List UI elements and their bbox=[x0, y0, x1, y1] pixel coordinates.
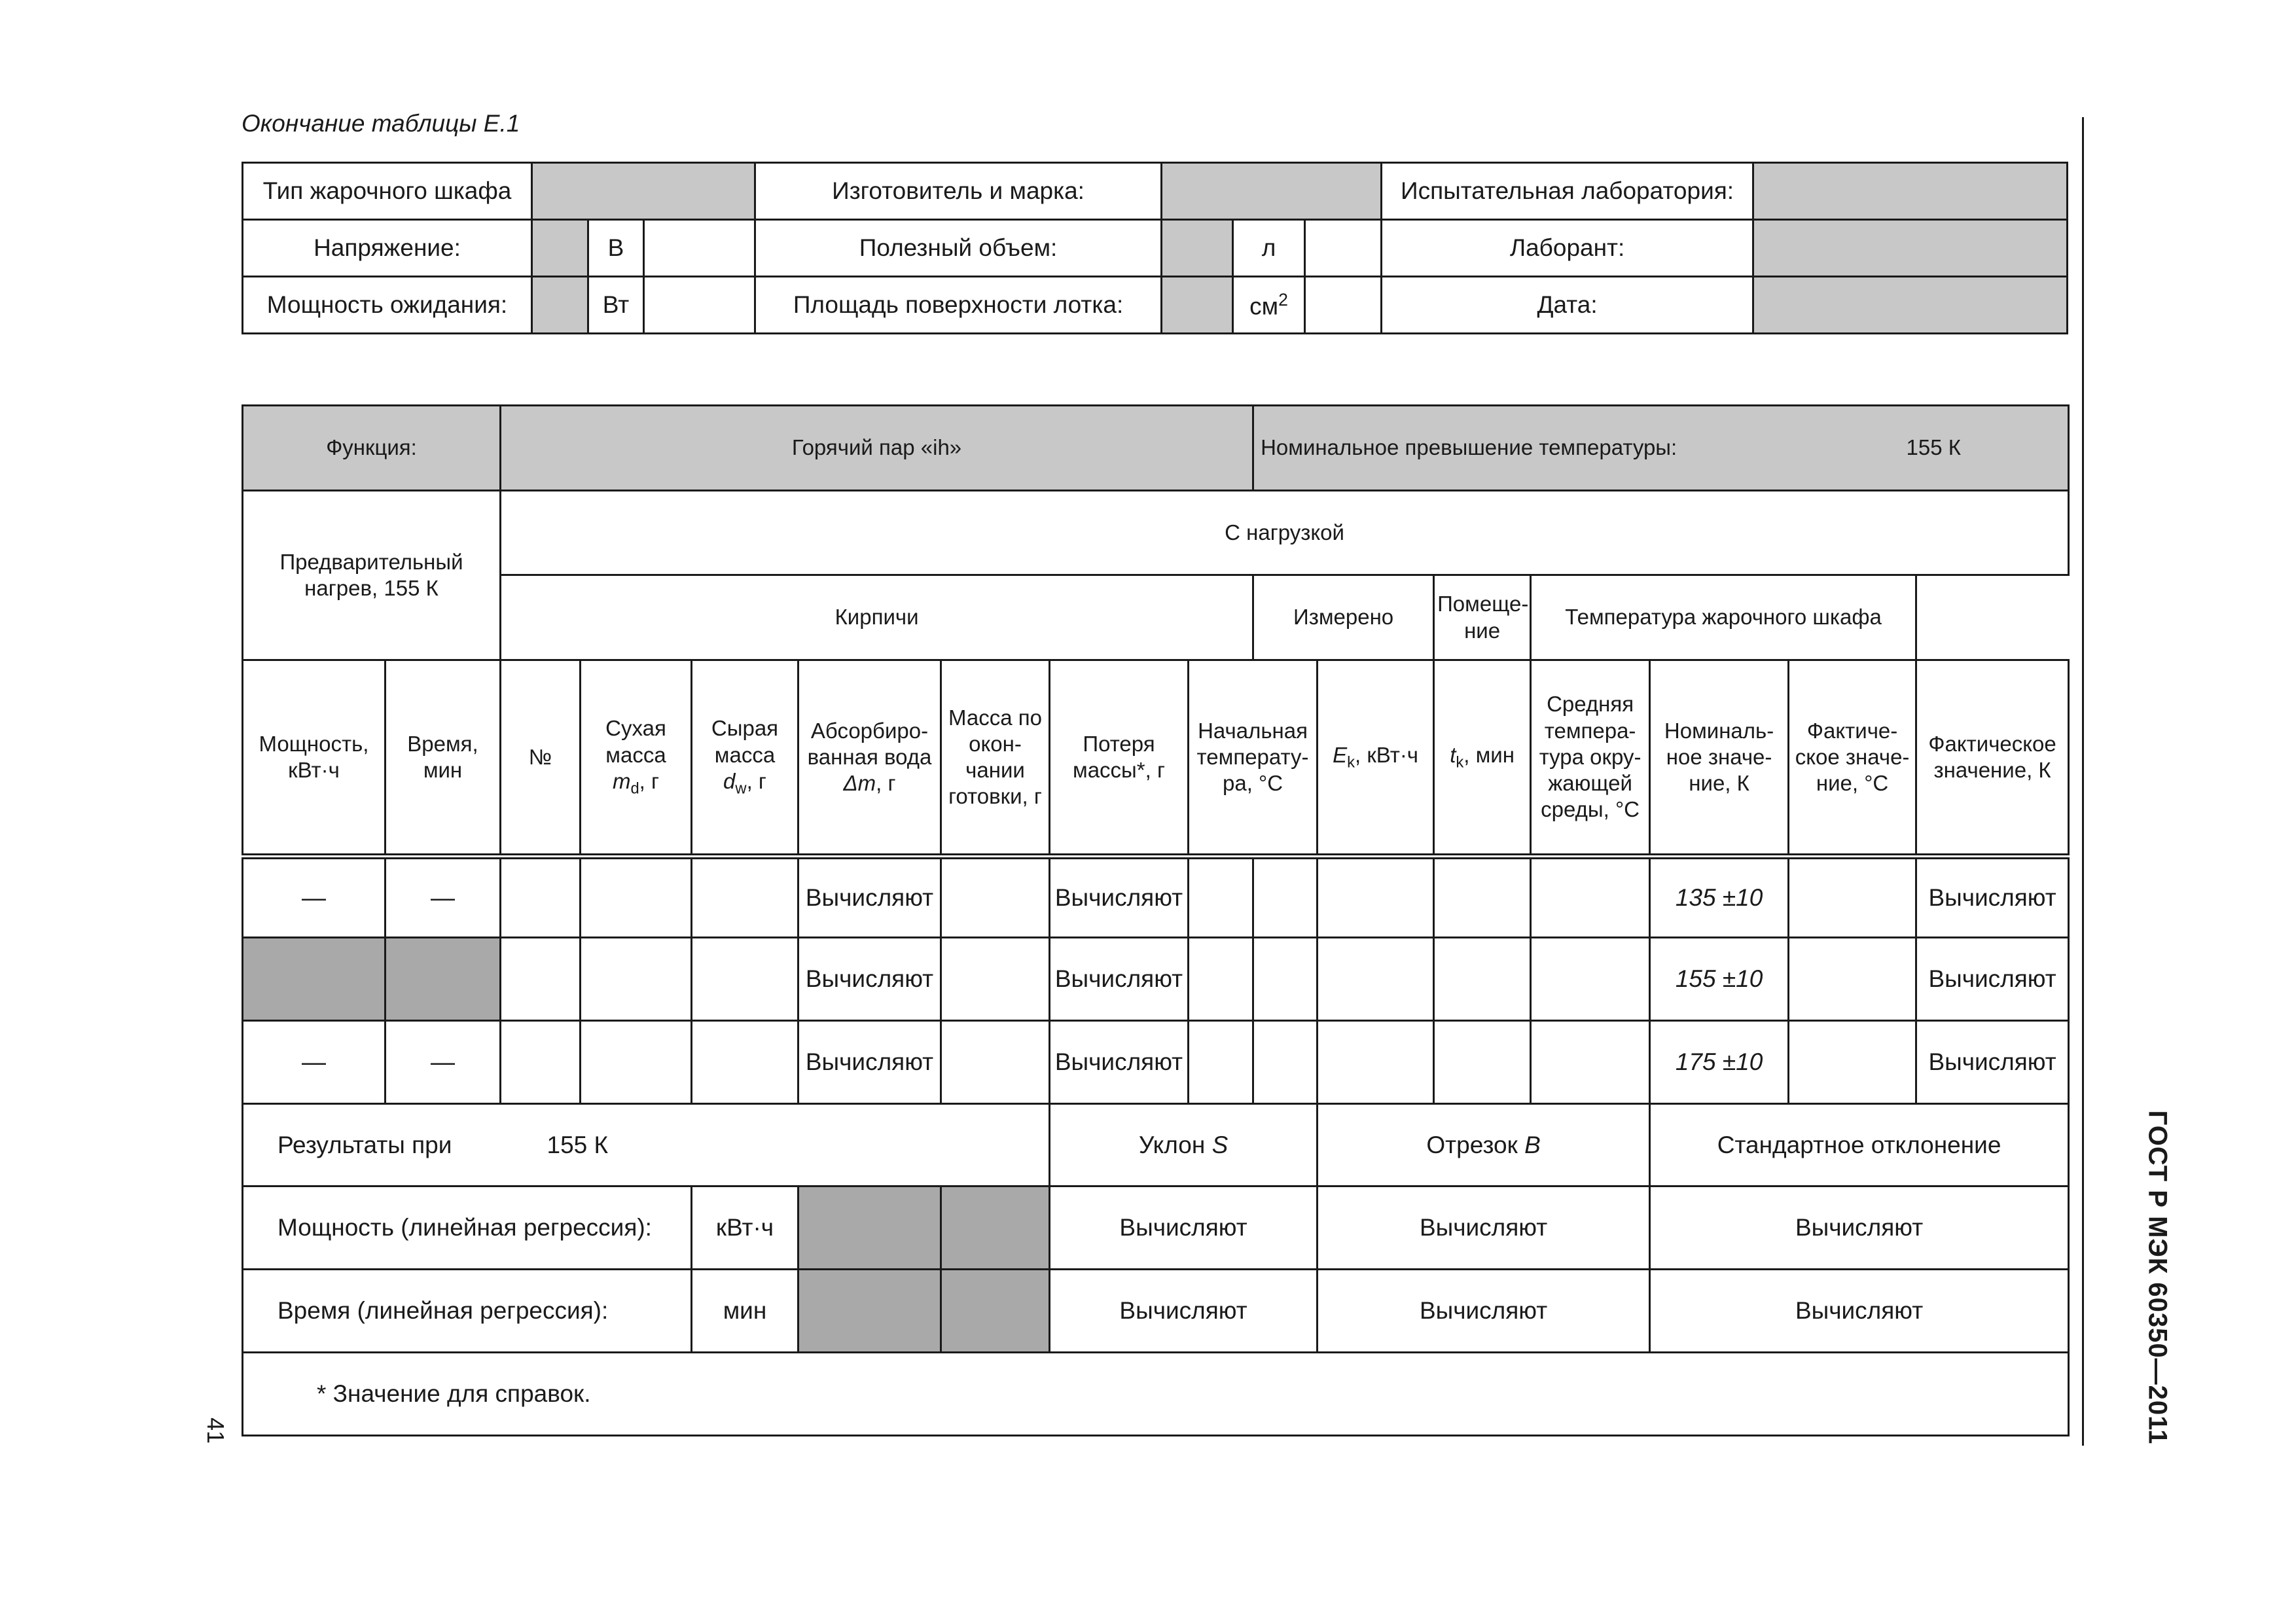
row-mass-end[interactable] bbox=[941, 1021, 1050, 1104]
manufacturer-field[interactable] bbox=[1162, 163, 1382, 220]
row-dry-mass[interactable] bbox=[581, 938, 692, 1021]
with-load-header: С нагрузкой bbox=[501, 491, 2069, 575]
voltage-note bbox=[644, 220, 755, 277]
col-mass-end: Масса по окон- чании готовки, г bbox=[941, 660, 1050, 857]
row-time: — bbox=[386, 1021, 501, 1104]
row-mass-loss: Вычисляют bbox=[1050, 938, 1189, 1021]
col-actual-k: Фактическое значение, К bbox=[1916, 660, 2069, 857]
row-tk[interactable] bbox=[1434, 857, 1531, 938]
row-num[interactable] bbox=[501, 857, 581, 938]
row-actual-c[interactable] bbox=[1789, 938, 1916, 1021]
row-tk[interactable] bbox=[1434, 938, 1531, 1021]
row-time bbox=[386, 938, 501, 1021]
row-absorbed: Вычисляют bbox=[798, 857, 941, 938]
voltage-unit: В bbox=[588, 220, 644, 277]
measurement-table bbox=[242, 404, 2070, 1436]
time-intercept: Вычисляют bbox=[1318, 1270, 1650, 1353]
col-dry-mass: Сухая масса $m_d$, г bbox=[581, 660, 692, 857]
power-intercept: Вычисляют bbox=[1318, 1186, 1650, 1270]
row-ek[interactable] bbox=[1318, 1021, 1434, 1104]
col-start-temp: Начальная температу- ра, °C bbox=[1189, 660, 1318, 857]
row-wet-mass[interactable] bbox=[692, 1021, 798, 1104]
row-actual-k: Вычисляют bbox=[1916, 857, 2069, 938]
function-value: Горячий пар «ih» bbox=[501, 406, 1253, 491]
volume-unit: л bbox=[1233, 220, 1305, 277]
row-start-temp-a[interactable] bbox=[1189, 938, 1253, 1021]
row-mass-loss: Вычисляют bbox=[1050, 1021, 1189, 1104]
row-nominal: 175 ±10 bbox=[1650, 1021, 1789, 1104]
power-regression-label: Мощность (линейная регрессия): bbox=[243, 1186, 692, 1270]
results-label: Результаты при bbox=[278, 1131, 452, 1158]
row-num[interactable] bbox=[501, 1021, 581, 1104]
time-slope: Вычисляют bbox=[1050, 1270, 1318, 1353]
time-regression-blank-b bbox=[941, 1270, 1050, 1353]
standby-power-unit: Вт bbox=[588, 277, 644, 334]
row-start-temp-b[interactable] bbox=[1253, 938, 1318, 1021]
volume-field[interactable] bbox=[1162, 220, 1233, 277]
row-actual-c[interactable] bbox=[1789, 857, 1916, 938]
row-absorbed: Вычисляют bbox=[798, 1021, 941, 1104]
row-start-temp-a[interactable] bbox=[1189, 857, 1253, 938]
row-actual-c[interactable] bbox=[1789, 1021, 1916, 1104]
col-actual-c: Фактиче- ское значе- ние, °C bbox=[1789, 660, 1916, 857]
lab-field[interactable] bbox=[1753, 163, 2068, 220]
row-time: — bbox=[386, 857, 501, 938]
row-nominal: 135 ±10 bbox=[1650, 857, 1789, 938]
time-regression-label: Время (линейная регрессия): bbox=[243, 1270, 692, 1353]
voltage-label: Напряжение: bbox=[243, 220, 532, 277]
nominal-rise-label: Номинальное превышение температуры: bbox=[1261, 435, 1677, 460]
row-ek[interactable] bbox=[1318, 857, 1434, 938]
row-mass-loss: Вычисляют bbox=[1050, 857, 1189, 938]
col-tk: $t_k$, мин bbox=[1434, 660, 1531, 857]
side-title bbox=[2131, 1107, 2183, 1448]
col-power: Мощность, кВт·ч bbox=[243, 660, 386, 857]
tray-area-label: Площадь поверхности лотка: bbox=[755, 277, 1162, 334]
nominal-rise-value: 155 К bbox=[1906, 435, 1961, 460]
time-regression-blank-a bbox=[798, 1270, 941, 1353]
power-slope: Вычисляют bbox=[1050, 1186, 1318, 1270]
table-row bbox=[243, 938, 2069, 1021]
table-row bbox=[243, 1021, 2069, 1104]
row-absorbed: Вычисляют bbox=[798, 938, 941, 1021]
row-wet-mass[interactable] bbox=[692, 857, 798, 938]
standard-designation: ГОСТ Р МЭК 60350—2011 bbox=[2143, 1110, 2172, 1445]
power-stddev: Вычисляют bbox=[1650, 1186, 2069, 1270]
technician-label: Лаборант: bbox=[1382, 220, 1753, 277]
tray-area-note bbox=[1305, 277, 1382, 334]
slope-header: Уклон S bbox=[1050, 1104, 1318, 1186]
col-absorbed-water: Абсорбиро- ванная вода Δm, г bbox=[798, 660, 941, 857]
row-nominal: 155 ±10 bbox=[1650, 938, 1789, 1021]
row-start-temp-b[interactable] bbox=[1253, 1021, 1318, 1104]
oven-type-label: Тип жарочного шкафа bbox=[243, 163, 532, 220]
tray-area-unit: $см^2$ bbox=[1233, 277, 1305, 334]
standby-power-field[interactable] bbox=[532, 277, 588, 334]
preheat-header: Предварительный нагрев, 155 К bbox=[243, 491, 501, 660]
results-value: 155 К bbox=[547, 1131, 609, 1158]
row-mass-end[interactable] bbox=[941, 857, 1050, 938]
row-power bbox=[243, 938, 386, 1021]
col-mass-loss: Потеря массы*, г bbox=[1050, 660, 1189, 857]
footnote: * Значение для справок. bbox=[243, 1353, 2069, 1436]
col-nominal: Номиналь- ное значе- ние, К bbox=[1650, 660, 1789, 857]
col-ambient: Средняя темпера- тура окру- жающей среды, °C bbox=[1531, 660, 1650, 857]
volume-label: Полезный объем: bbox=[755, 220, 1162, 277]
standby-power-label: Мощность ожидания: bbox=[243, 277, 532, 334]
date-field[interactable] bbox=[1753, 277, 2068, 334]
oven-info-table bbox=[242, 162, 2068, 334]
row-mass-end[interactable] bbox=[941, 938, 1050, 1021]
col-time: Время, мин bbox=[386, 660, 501, 857]
lab-label: Испытательная лаборатория: bbox=[1382, 163, 1753, 220]
time-regression-unit: мин bbox=[692, 1270, 798, 1353]
row-dry-mass[interactable] bbox=[581, 1021, 692, 1104]
power-regression-blank-b bbox=[941, 1186, 1050, 1270]
stddev-header: Стандартное отклонение bbox=[1650, 1104, 2069, 1186]
tray-area-field[interactable] bbox=[1162, 277, 1233, 334]
row-power: — bbox=[243, 857, 386, 938]
technician-field[interactable] bbox=[1753, 220, 2068, 277]
row-ambient[interactable] bbox=[1531, 857, 1650, 938]
row-ek[interactable] bbox=[1318, 938, 1434, 1021]
margin-rule bbox=[2082, 117, 2084, 1446]
row-dry-mass[interactable] bbox=[581, 857, 692, 938]
volume-note bbox=[1305, 220, 1382, 277]
col-num: № bbox=[501, 660, 581, 857]
intercept-header: Отрезок B bbox=[1318, 1104, 1650, 1186]
row-wet-mass[interactable] bbox=[692, 938, 798, 1021]
row-start-temp-a[interactable] bbox=[1189, 1021, 1253, 1104]
function-label: Функция: bbox=[243, 406, 501, 491]
standby-power-note bbox=[644, 277, 755, 334]
room-header: Помеще- ние bbox=[1434, 575, 1531, 660]
row-actual-k: Вычисляют bbox=[1916, 938, 2069, 1021]
page-number bbox=[196, 1411, 235, 1450]
date-label: Дата: bbox=[1382, 277, 1753, 334]
power-regression-blank-a bbox=[798, 1186, 941, 1270]
nominal-rise bbox=[1253, 406, 2069, 491]
col-ek: $E_k$, кВт·ч bbox=[1318, 660, 1434, 857]
row-ambient[interactable] bbox=[1531, 1021, 1650, 1104]
oven-type-field[interactable] bbox=[532, 163, 755, 220]
row-actual-k: Вычисляют bbox=[1916, 1021, 2069, 1104]
row-num[interactable] bbox=[501, 938, 581, 1021]
oven-temp-header: Температура жарочного шкафа bbox=[1531, 575, 1916, 660]
voltage-field[interactable] bbox=[532, 220, 588, 277]
page-number-text: 41 bbox=[202, 1417, 229, 1444]
col-wet-mass: Сырая масса $d_w$, г bbox=[692, 660, 798, 857]
row-start-temp-b[interactable] bbox=[1253, 857, 1318, 938]
manufacturer-label: Изготовитель и марка: bbox=[755, 163, 1162, 220]
time-stddev: Вычисляют bbox=[1650, 1270, 2069, 1353]
power-regression-unit: кВт·ч bbox=[692, 1186, 798, 1270]
row-ambient[interactable] bbox=[1531, 938, 1650, 1021]
bricks-header: Кирпичи bbox=[501, 575, 1253, 660]
row-power: — bbox=[243, 1021, 386, 1104]
table-row bbox=[243, 857, 2069, 938]
results-header bbox=[243, 1104, 1050, 1186]
table-caption: Окончание таблицы Е.1 bbox=[242, 110, 520, 137]
row-tk[interactable] bbox=[1434, 1021, 1531, 1104]
measured-header: Измерено bbox=[1253, 575, 1434, 660]
